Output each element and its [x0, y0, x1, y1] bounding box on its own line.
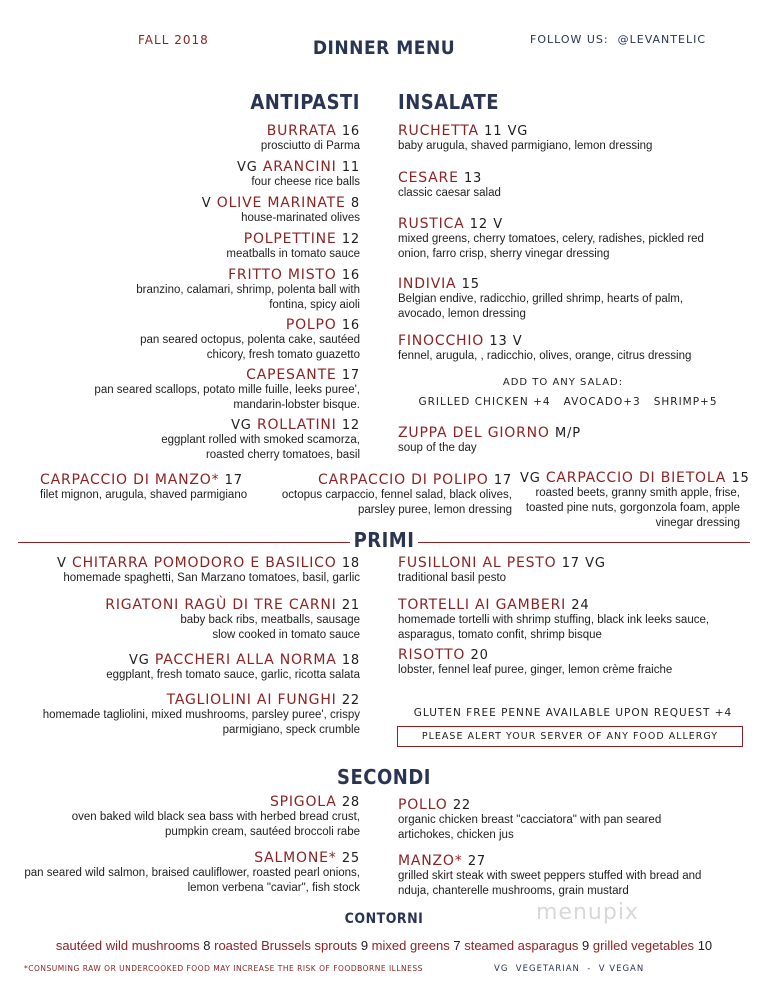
menu-item: SPIGOLA 28 oven baked wild black sea bass with herbed bread crust, pumpkin cream, sautéed broccoli rabe [71, 794, 360, 838]
contorni-item: mixed greens 7 [371, 938, 461, 953]
menu-item: FRITTO MISTO 16 branzino, calamari, shrimp, polenta ball with fontina, spicy aioli [136, 267, 360, 311]
menu-item: POLLO 22 organic chicken breast "cacciatora" with pan seared artichokes, chicken jus [398, 797, 662, 841]
watermark-logo: menupix [536, 900, 639, 925]
page-title: DINNER MENU [312, 37, 456, 59]
contorni-item: roasted Brussels sprouts 9 [214, 938, 369, 953]
menu-item: RISOTTO 20 lobster, fennel leaf puree, ginger, lemon crème fraiche [398, 647, 673, 676]
secondi-heading: SECONDI [337, 765, 431, 789]
contorni-item: steamed asparagus 9 [464, 938, 590, 953]
follow-label [530, 33, 706, 46]
insalate-list [398, 123, 748, 373]
follow-text: FOLLOW US: [530, 33, 609, 46]
zuppa-item: ZUPPA DEL GIORNO M/P soup of the day [398, 425, 581, 454]
raw-food-disclaimer: *CONSUMING RAW OR UNDERCOOKED FOOD MAY INCREASE THE RISK OF FOODBORNE ILLNESS [24, 964, 423, 973]
menu-item: VG ROLLATINI 12 eggplant rolled with smoked scamorza, roasted cherry tomatoes, basil [161, 417, 360, 461]
menu-item: BURRATA 16 prosciutto di Parma [260, 123, 360, 152]
menu-item: CAPESANTE 17 pan seared scallops, potato mille fuille, leeks puree', mandarin-lobster bisque. [94, 367, 360, 411]
primi-left-list [20, 555, 360, 747]
antipasti-heading: ANTIPASTI [250, 90, 360, 114]
antipasti-list [20, 123, 360, 467]
social-handle-link[interactable]: @LEVANTELIC [617, 33, 707, 46]
add-to-salad-options: GRILLED CHICKEN +4 AVOCADO+3 SHRIMP+5 [418, 396, 718, 408]
gluten-free-note: GLUTEN FREE PENNE AVAILABLE UPON REQUEST +4 [413, 707, 733, 719]
menu-item: V OLIVE MARINATE 8 house-marinated olives [201, 195, 360, 224]
primi-right-list [398, 555, 748, 687]
menu-item: RIGATONI RAGÙ DI TRE CARNI 21 baby back ribs, meatballs, sausage slow cooked in tomato sauce [105, 597, 360, 641]
menu-item: FINOCCHIO 13 V fennel, arugula, , radicchio, olives, orange, citrus dressing [398, 333, 692, 362]
add-to-salad-heading: ADD TO ANY SALAD: [502, 377, 624, 388]
insalate-heading: INSALATE [398, 90, 500, 114]
menu-item: VG PACCHERI ALLA NORMA 18 eggplant, fresh tomato sauce, garlic, ricotta salata [106, 652, 360, 681]
contorni-list [0, 938, 768, 953]
menu-item: RUSTICA 12 V mixed greens, cherry tomatoes, celery, radishes, pickled red onion, farro crisp, sherry vinegar dressing [398, 216, 704, 260]
contorni-item: grilled vegetables 10 [592, 938, 713, 953]
primi-heading: PRIMI [353, 528, 415, 552]
primi-rule-right [418, 542, 750, 543]
menu-item: VG ARANCINI 11 four cheese rice balls [237, 159, 360, 188]
secondi-left-list [20, 794, 360, 906]
menu-item: SALMONE* 25 pan seared wild salmon, braised cauliflower, roasted pearl onions, lemon verbena "caviar", fish stock [24, 850, 360, 894]
menu-item: CESARE 13 classic caesar salad [398, 170, 501, 199]
season-label: FALL 2018 [138, 33, 209, 47]
menu-item: INDIVIA 15 Belgian endive, radicchio, grilled shrimp, hearts of palm, avocado, lemon dressing [398, 276, 684, 320]
menu-item: POLPETTINE 12 meatballs in tomato sauce [226, 231, 360, 260]
menu-item: RUCHETTA 11 VG baby arugula, shaved parmigiano, lemon dressing [398, 123, 653, 152]
primi-rule-left [18, 542, 350, 543]
menu-item: TORTELLI AI GAMBERI 24 homemade tortelli with shrimp stuffing, black ink leeks sauce, asparagus, tomato confit, shrimp bisque [398, 597, 710, 641]
carpaccio-polipo: CARPACCIO DI POLIPO 17 octopus carpaccio, fennel salad, black olives, parsley puree, lemon dressing [281, 472, 512, 516]
menu-item: POLPO 16 pan seared octopus, polenta cake, sautéed chicory, fresh tomato guazetto [140, 317, 360, 361]
contorni-heading: CONTORNI [344, 911, 424, 927]
menu-item: TAGLIOLINI AI FUNGHI 22 homemade tagliolini, mixed mushrooms, parsley puree', crispy parmigiano, speck crumble [42, 692, 360, 736]
carpaccio-bietola: VG CARPACCIO DI BIETOLA 15 roasted beets, granny smith apple, frise, toasted pine nuts, gorgonzola foam, apple vinegar dressing [520, 470, 750, 529]
menu-item: MANZO* 27 grilled skirt steak with sweet peppers stuffed with bread and nduja, chanterelle mushrooms, grain mustard [398, 853, 702, 897]
secondi-right-list [398, 797, 748, 909]
allergy-notice: PLEASE ALERT YOUR SERVER OF ANY FOOD ALLERGY [397, 726, 743, 747]
diet-legend: VG VEGETARIAN - V VEGAN [494, 964, 645, 974]
carpaccio-manzo: CARPACCIO DI MANZO* 17 filet mignon, arugula, shaved parmigiano [40, 472, 248, 501]
menu-item: V CHITARRA POMODORO E BASILICO 18 homemade spaghetti, San Marzano tomatoes, basil, garlic [57, 555, 360, 584]
contorni-item: sautéed wild mushrooms 8 [55, 938, 211, 953]
menu-item: FUSILLONI AL PESTO 17 VG traditional basil pesto [398, 555, 606, 584]
